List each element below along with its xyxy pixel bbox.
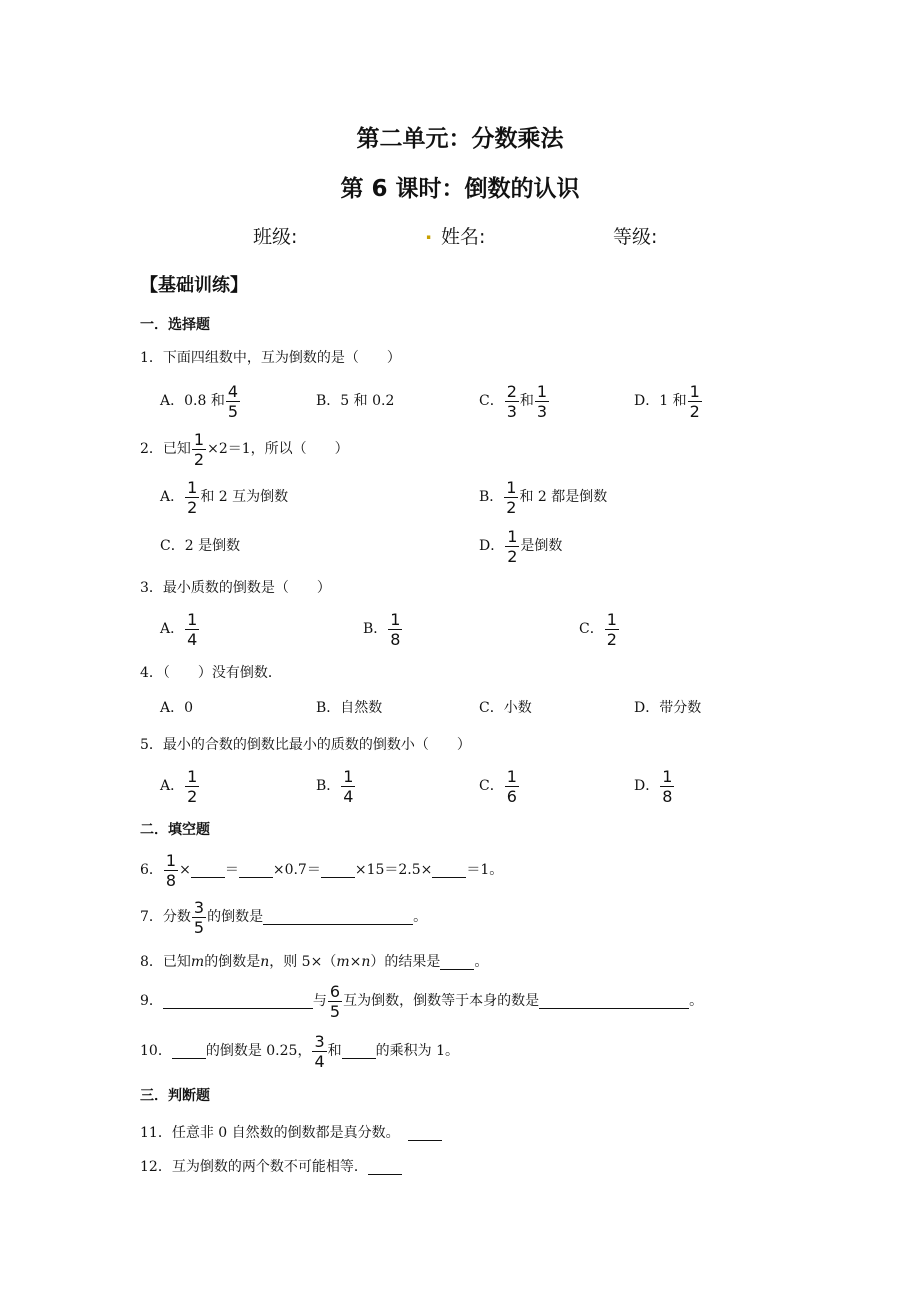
section-heading: 【基础训练】 <box>140 275 248 296</box>
q5-option-c: C． $\frac{1}{6}$ <box>479 766 517 806</box>
fraction: $\frac{1}{2}$ <box>193 429 205 469</box>
fraction: $\frac{1}{2}$ <box>689 381 700 421</box>
answer-blank[interactable] <box>321 863 355 878</box>
q3-option-b: B． $\frac{1}{8}$ <box>363 609 401 649</box>
question-8: 8．已知 m 的倒数是 n ，则 5×（ m × n ）的结果是 。 <box>140 954 489 970</box>
answer-blank[interactable] <box>239 863 273 878</box>
q1-option-b: B．5 和 0.2 <box>316 393 395 409</box>
answer-blank[interactable] <box>440 955 474 970</box>
fraction: $\frac{2}{3}$ <box>506 381 517 421</box>
answer-blank[interactable] <box>342 1044 376 1059</box>
grade-label: 等级: <box>613 226 658 248</box>
question-7: 7．分数 $\frac{3}{5}$ 的倒数是 。 <box>140 897 428 937</box>
answer-blank[interactable] <box>408 1126 442 1141</box>
q5-option-d: D． $\frac{1}{8}$ <box>634 766 673 806</box>
fraction: $\frac{1}{4}$ <box>343 766 354 806</box>
question-12: 12．互为倒数的两个数不可能相等． <box>140 1157 402 1177</box>
fraction: $\frac{3}{5}$ <box>193 897 205 937</box>
fraction: $\frac{1}{8}$ <box>165 850 177 890</box>
lesson-subtitle: 第 6 课时：倒数的认识 <box>340 176 580 202</box>
fraction: $\frac{4}{5}$ <box>227 381 239 421</box>
answer-blank[interactable] <box>263 910 413 925</box>
answer-blank[interactable] <box>432 863 466 878</box>
q4-option-a: A．0 <box>160 700 194 716</box>
answer-blank[interactable] <box>172 1044 206 1059</box>
fraction: $\frac{6}{5}$ <box>329 981 341 1021</box>
q4-option-c: C．小数 <box>479 700 532 716</box>
q1-option-a: A．0.8 和 $\frac{4}{5}$ <box>160 381 239 421</box>
question-4: 4．（ ）没有倒数． <box>140 665 282 681</box>
question-10: 10． 的倒数是 0.25， $\frac{3}{4}$ 和 的乘积为 1。 <box>140 1031 459 1071</box>
fraction: $\frac{1}{8}$ <box>390 609 401 649</box>
fraction: $\frac{1}{2}$ <box>187 477 198 517</box>
answer-blank[interactable] <box>368 1160 402 1175</box>
page-title: 第二单元：分数乘法 <box>356 126 564 152</box>
fraction: $\frac{1}{2}$ <box>606 609 617 649</box>
q2-option-d: D． $\frac{1}{2}$ 是倒数 <box>479 526 563 566</box>
fraction: $\frac{1}{3}$ <box>536 381 548 421</box>
part-fill-heading: 二．填空题 <box>140 822 210 838</box>
q3-option-a: A． $\frac{1}{4}$ <box>160 609 198 649</box>
question-11: 11．任意非 0 自然数的倒数都是真分数。 <box>140 1123 442 1143</box>
q5-option-a: A． $\frac{1}{2}$ <box>160 766 198 806</box>
q2-option-a: A． $\frac{1}{2}$ 和 2 互为倒数 <box>160 477 289 517</box>
q2-option-c: C．2 是倒数 <box>160 538 241 554</box>
fraction: $\frac{1}{6}$ <box>506 766 517 806</box>
answer-blank[interactable] <box>163 994 313 1009</box>
fraction: $\frac{1}{2}$ <box>507 526 518 566</box>
q4-option-b: B．自然数 <box>316 700 383 716</box>
q5-option-b: B． $\frac{1}{4}$ <box>316 766 354 806</box>
class-label: 班级: <box>253 226 298 248</box>
fraction: $\frac{1}{2}$ <box>187 766 198 806</box>
answer-blank[interactable] <box>539 994 689 1009</box>
question-1: 1．下面四组数中，互为倒数的是（ ） <box>140 350 401 366</box>
question-6: 6． $\frac{1}{8}$ × ＝ ×0.7＝ ×15＝2.5× ＝1。 <box>140 850 504 890</box>
question-3: 3．最小质数的倒数是（ ） <box>140 580 331 596</box>
question-9: 9． 与 $\frac{6}{5}$ 互为倒数，倒数等于本身的数是 。 <box>140 981 704 1021</box>
dot-mark: . <box>425 222 433 244</box>
q1-option-d: D．1 和 $\frac{1}{2}$ <box>634 381 700 421</box>
fraction: $\frac{1}{8}$ <box>662 766 673 806</box>
q1-option-c: C． $\frac{2}{3}$ 和 $\frac{1}{3}$ <box>479 381 548 421</box>
fraction: $\frac{3}{4}$ <box>314 1031 325 1071</box>
name-label: 姓名: <box>441 226 486 248</box>
question-2: 2．已知 $\frac{1}{2}$ ×2＝1，所以（ ） <box>140 429 349 469</box>
question-5: 5．最小的合数的倒数比最小的质数的倒数小（ ） <box>140 737 471 753</box>
part-choice-heading: 一．选择题 <box>140 317 210 333</box>
answer-blank[interactable] <box>191 863 225 878</box>
fraction: $\frac{1}{2}$ <box>506 477 517 517</box>
q4-option-d: D．带分数 <box>634 700 702 716</box>
q2-option-b: B． $\frac{1}{2}$ 和 2 都是倒数 <box>479 477 608 517</box>
q3-option-c: C． $\frac{1}{2}$ <box>579 609 617 649</box>
part-judge-heading: 三．判断题 <box>140 1088 210 1104</box>
fraction: $\frac{1}{4}$ <box>187 609 198 649</box>
